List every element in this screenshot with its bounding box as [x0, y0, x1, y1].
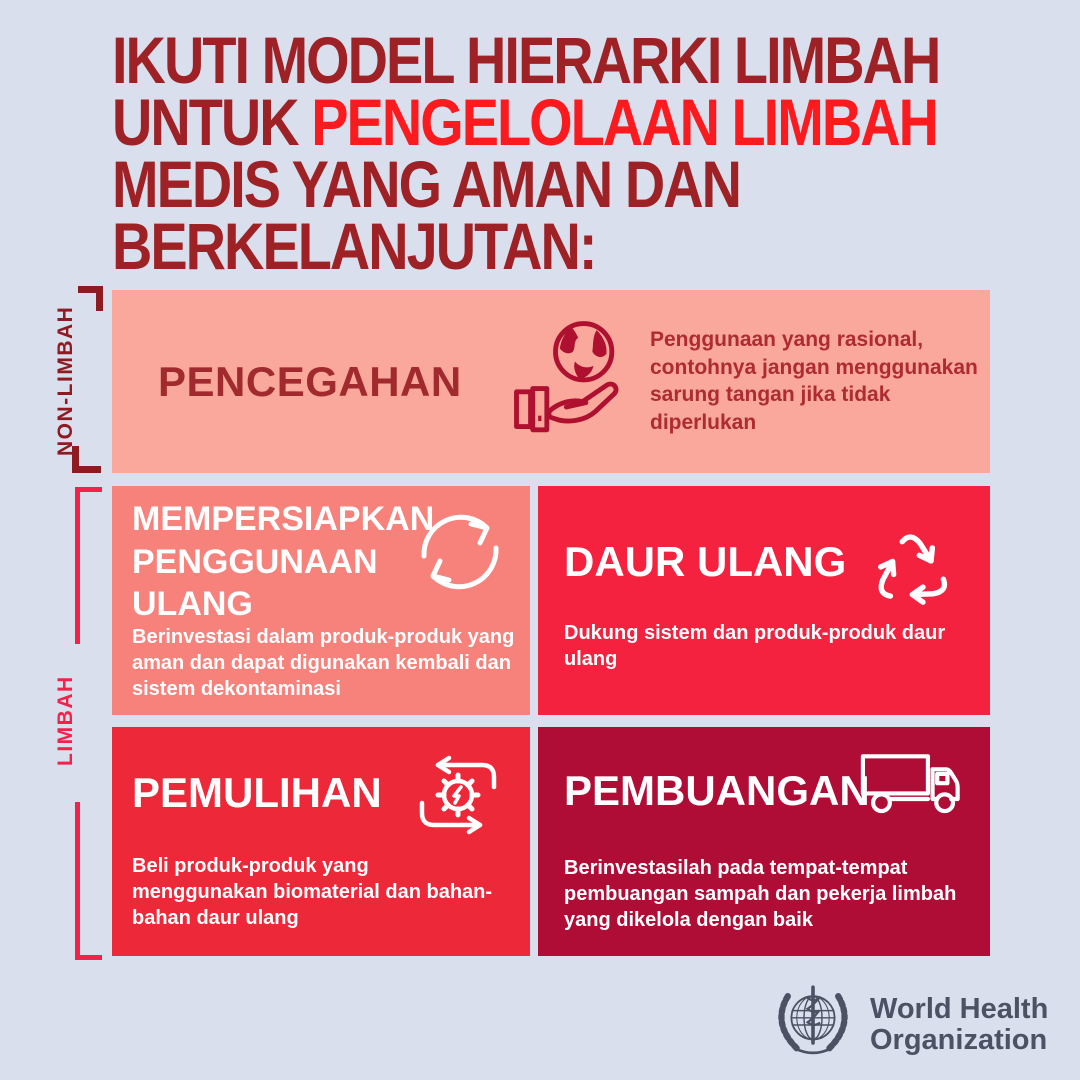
card-disposal — [538, 727, 990, 956]
waste-label: LIMBAH — [54, 675, 77, 767]
card-disposal-description: Berinvestasilah pada tempat-tempat pembuangan sampah dan pekerja limbah yang dikelola dengan baik — [564, 857, 957, 931]
card-recycle — [538, 486, 990, 715]
recycle-triangle-icon — [858, 514, 966, 622]
who-emblem-icon — [768, 980, 858, 1070]
card-prevention-title: PENCEGAHAN — [158, 357, 462, 405]
title-line-3: MEDIS YANG AMAN DAN — [112, 148, 740, 223]
card-recycle-title: DAUR ULANG — [564, 538, 847, 585]
waste-bracket-bottom — [75, 802, 102, 960]
globe-in-hand-icon — [510, 316, 640, 446]
title-line-4: BERKELANJUTAN: — [112, 210, 596, 285]
truck-icon — [858, 747, 970, 825]
page-title — [112, 24, 979, 285]
title-line-1: IKUTI MODEL HIERARKI LIMBAH — [112, 24, 940, 98]
title-highlight: PENGELOLAAN LIMBAH — [311, 86, 937, 160]
card-reuse-title: MEMPERSIAPKAN PENGGUNAAN ULANG — [132, 500, 435, 623]
card-recovery-title: PEMULIHAN — [132, 769, 382, 816]
card-disposal-title: PEMBUANGAN — [564, 767, 870, 814]
card-prevention-description: Penggunaan yang rasional, contohnya jangan menggunakan sarung tangan jika tidak diperlukan — [650, 328, 978, 435]
non-waste-label: NON-LIMBAH — [54, 305, 77, 457]
energy-gear-loop-icon — [408, 745, 508, 845]
non-waste-bracket-bottom — [72, 446, 101, 473]
card-reuse-description: Berinvestasi dalam produk-produk yang aman dan dapat digunakan kembali dan sistem dekontaminasi — [132, 626, 515, 700]
who-wordmark-line1: World Health — [870, 992, 1049, 1025]
who-logo — [768, 980, 1048, 1070]
cycle-arrows-icon — [410, 502, 510, 602]
card-reuse — [112, 486, 530, 715]
title-line-2: UNTUK PENGELOLAAN LIMBAH — [112, 86, 937, 160]
who-wordmark — [870, 994, 1048, 1057]
card-recycle-description: Dukung sistem dan produk-produk daur ulang — [564, 622, 946, 670]
card-recovery-description: Beli produk-produk yang menggunakan biomaterial dan bahan-bahan daur ulang — [132, 855, 493, 929]
card-prevention — [112, 290, 990, 473]
who-wordmark-line2: Organization — [870, 1024, 1048, 1056]
card-recovery — [112, 727, 530, 956]
